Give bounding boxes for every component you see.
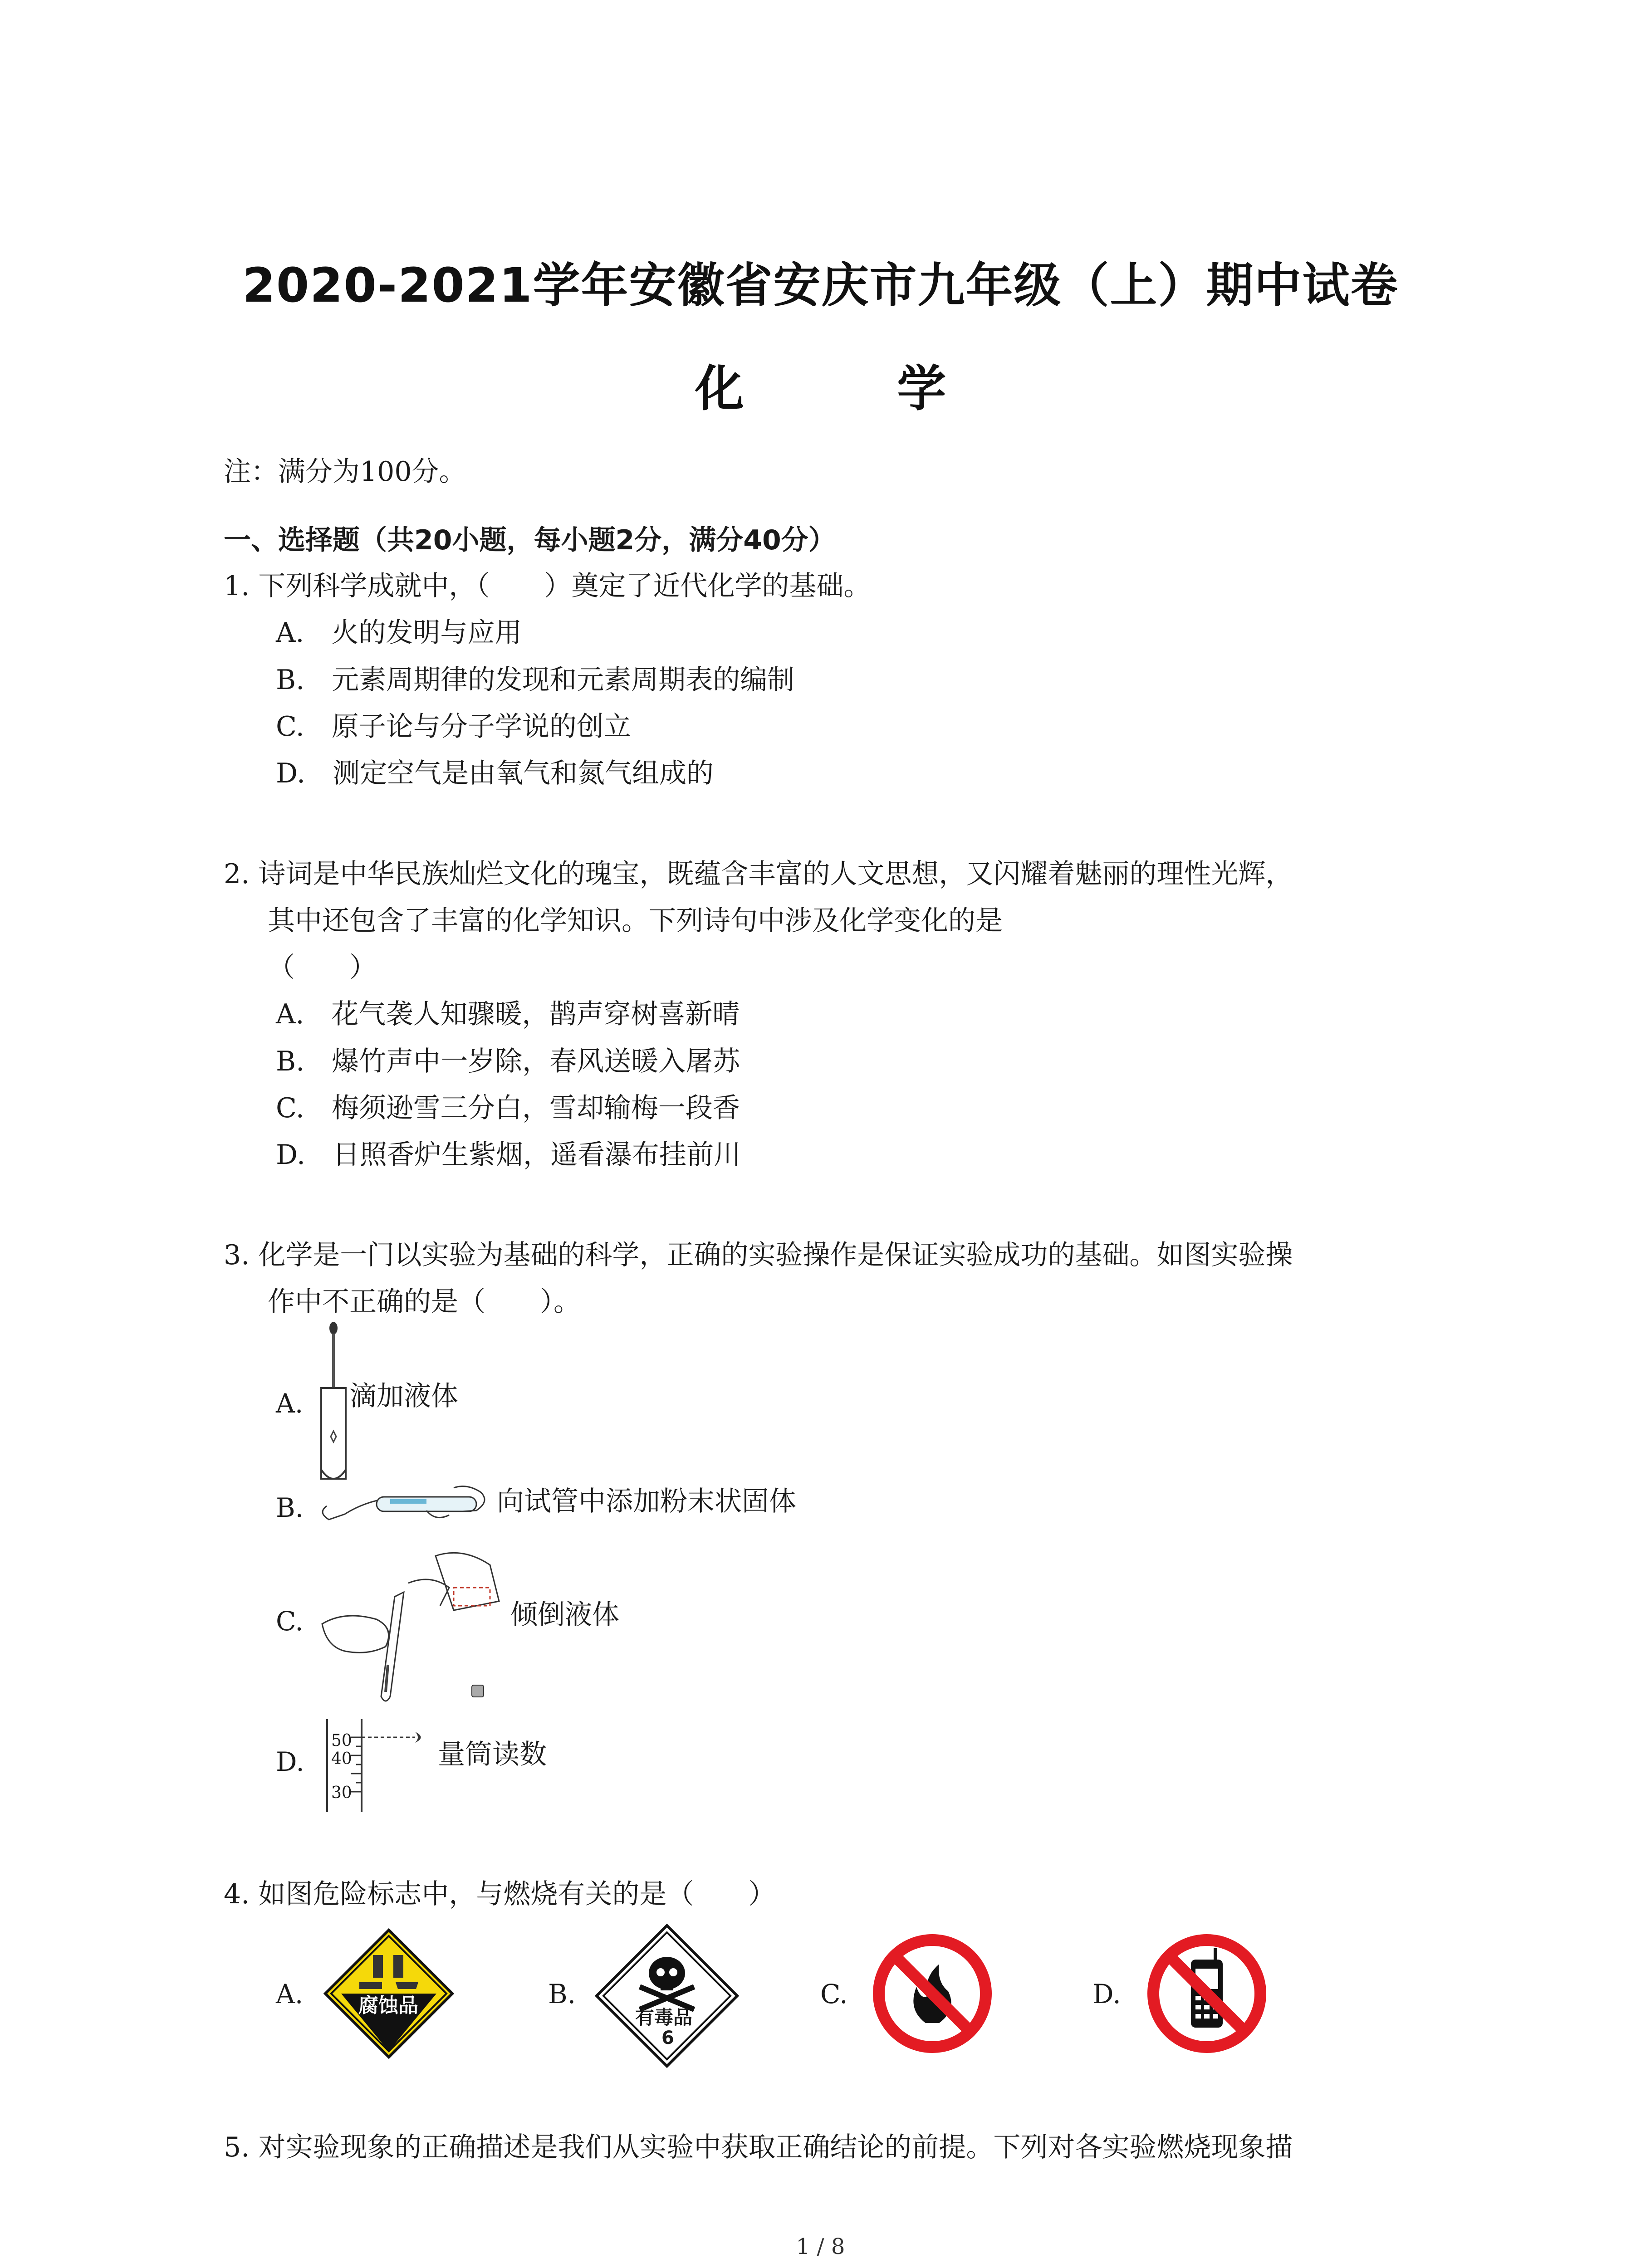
corrosive-sign-label: 腐蚀品: [358, 1994, 418, 2017]
q4-option-d-label: D.: [1092, 1979, 1121, 2009]
q3-option-c-text: 倾倒液体: [510, 1599, 619, 1631]
q4-option-c-label: C.: [820, 1979, 848, 2009]
page-number: 1 / 8: [796, 2234, 845, 2259]
q3-option-c-label: C.: [276, 1606, 304, 1637]
q2-option-d: D. 日照香炉生紫烟，遥看瀑布挂前川: [276, 1139, 741, 1171]
subject-title: 化 学: [695, 361, 1014, 417]
question-1-stem: 1. 下列科学成就中，（ ）奠定了近代化学的基础。: [224, 570, 871, 602]
cylinder-tick-30: 30: [331, 1784, 352, 1802]
exam-title: 2020-2021学年安徽省安庆市九年级（上）期中试卷: [242, 258, 1399, 313]
q3-option-b-text: 向试管中添加粉末状固体: [497, 1486, 796, 1517]
q3-option-d-label: D.: [276, 1746, 304, 1777]
cylinder-tick-50: 50: [331, 1731, 352, 1750]
q2-option-c: C. 梅须逊雪三分白，雪却输梅一段香: [276, 1092, 740, 1124]
cylinder-tick-40: 40: [331, 1750, 352, 1768]
q4-option-b-label: B.: [548, 1979, 576, 2009]
question-2-stem-line3: （ ）: [268, 952, 377, 983]
q3-option-b-label: B.: [276, 1492, 304, 1523]
q1-option-d: D. 测定空气是由氧气和氮气组成的: [276, 758, 714, 789]
q1-option-a: A. 火的发明与应用: [276, 617, 522, 649]
question-5-stem: 5. 对实验现象的正确描述是我们从实验中获取正确结论的前提。下列对各实验燃烧现象描: [224, 2131, 1293, 2163]
toxic-sign-number: 6: [661, 2028, 674, 2048]
q3-option-a-label: A.: [276, 1388, 304, 1419]
no-open-flame-icon: [871, 1932, 994, 2055]
score-note: 注：满分为100分。: [224, 456, 466, 488]
powder-adding-icon: [318, 1479, 499, 1529]
section-heading: 一、选择题（共20小题，每小题2分，满分40分）: [224, 524, 836, 556]
dropper-into-tube-icon: [318, 1320, 349, 1483]
q1-option-c: C. 原子论与分子学说的创立: [276, 711, 631, 743]
q3-option-a-text: 滴加液体: [349, 1380, 458, 1412]
question-2-stem-line1: 2. 诗词是中华民族灿烂文化的瑰宝，既蕴含丰富的人文思想，又闪耀着魅丽的理性光辉，: [224, 858, 1293, 890]
q2-option-a: A. 花气袭人知骤暖，鹊声穿树喜新晴: [276, 998, 740, 1030]
pouring-liquid-icon: [318, 1547, 508, 1710]
question-2-stem-line2: 其中还包含了丰富的化学知识。下列诗句中涉及化学变化的是: [268, 905, 1003, 937]
q4-option-a-label: A.: [276, 1979, 304, 2009]
question-3-stem-line2: 作中不正确的是（ ）。: [268, 1286, 581, 1318]
no-mobile-phone-icon: [1146, 1932, 1268, 2055]
q1-option-b: B. 元素周期律的发现和元素周期表的编制: [276, 664, 795, 696]
question-3-stem-line1: 3. 化学是一门以实验为基础的科学，正确的实验操作是保证实验成功的基础。如图实验操: [224, 1239, 1293, 1271]
question-4-stem: 4. 如图危险标志中，与燃烧有关的是（ ）: [224, 1878, 776, 1910]
toxic-sign-label: 有毒品: [635, 2006, 693, 2028]
q3-option-d-text: 量筒读数: [438, 1739, 547, 1770]
q2-option-b: B. 爆竹声中一岁除，春风送暖入屠苏: [276, 1046, 740, 1077]
